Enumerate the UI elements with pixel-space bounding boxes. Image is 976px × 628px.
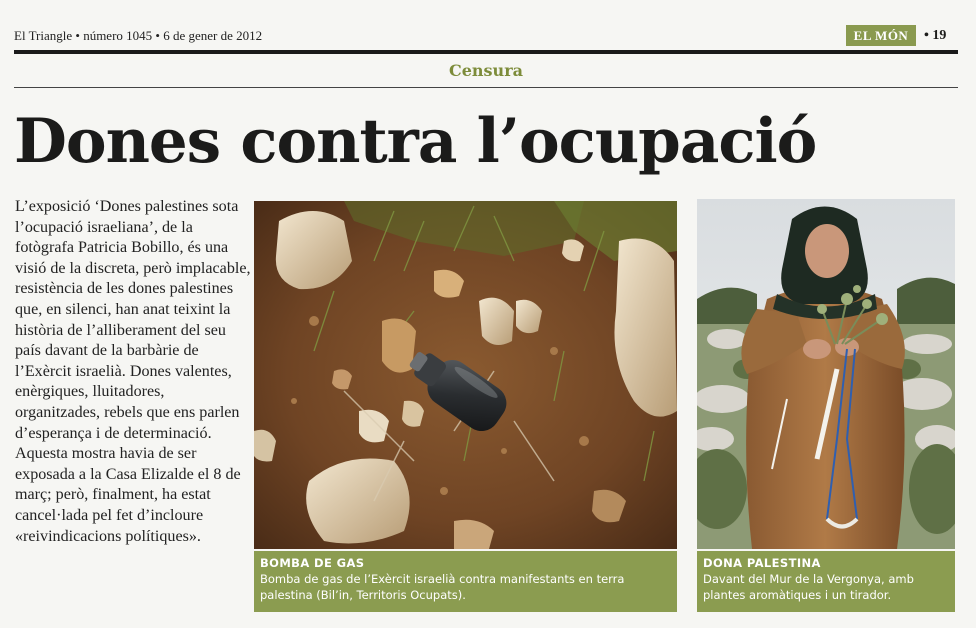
section-tag: EL MÓN [846, 25, 916, 46]
kicker: Censura [449, 61, 523, 80]
publication-line: El Triangle • número 1045 • 6 de gener de 2012 [14, 28, 263, 43]
headline: Dones contra l’ocupació [14, 106, 817, 177]
top-rule [14, 50, 958, 54]
caption-text: Davant del Mur de la Vergonya, amb plantes aromàtiques i un tirador. [703, 572, 914, 602]
caption-title: DONA PALESTINA [703, 556, 821, 570]
photo-palestinian-woman [697, 199, 955, 549]
caption-text: Bomba de gas de l’Exèrcit israelià contra manifestants en terra palestina (Bil’in, Territoris Ocupats). [260, 572, 625, 602]
article-body [15, 197, 251, 547]
body-paragraph: Aquesta mostra havia de ser exposada a la Casa Elizalde el 8 de març; però, finalment, ha estat cancel·lada pel fet d’incloure «reivindicacions polítiques». [15, 445, 241, 545]
page-number: • 19 [924, 28, 947, 43]
kicker-rule [14, 87, 958, 88]
palestinian-woman-illustration [697, 199, 955, 549]
photo-gas-grenade [254, 201, 677, 549]
body-paragraph: L’exposició ‘Dones palestines sota l’ocupació israeliana’, de la fotògrafa Patricia Bobillo, és una visió de la discreta, però implacable, resistència de les dones palestines que, en silenci, han anat teixint la història de l’alliberament del seu país davant de la barbàrie de l’Exèrcit israelià. Dones valentes, enèrgiques, lluitadores, organitzades, rebels que ens parlen d’esperança i de determinació. [15, 198, 251, 442]
caption-title: BOMBA DE GAS [260, 556, 365, 570]
caption-palestinian-woman [697, 551, 955, 612]
gas-grenade-illustration [254, 201, 677, 549]
caption-gas-grenade [254, 551, 677, 612]
